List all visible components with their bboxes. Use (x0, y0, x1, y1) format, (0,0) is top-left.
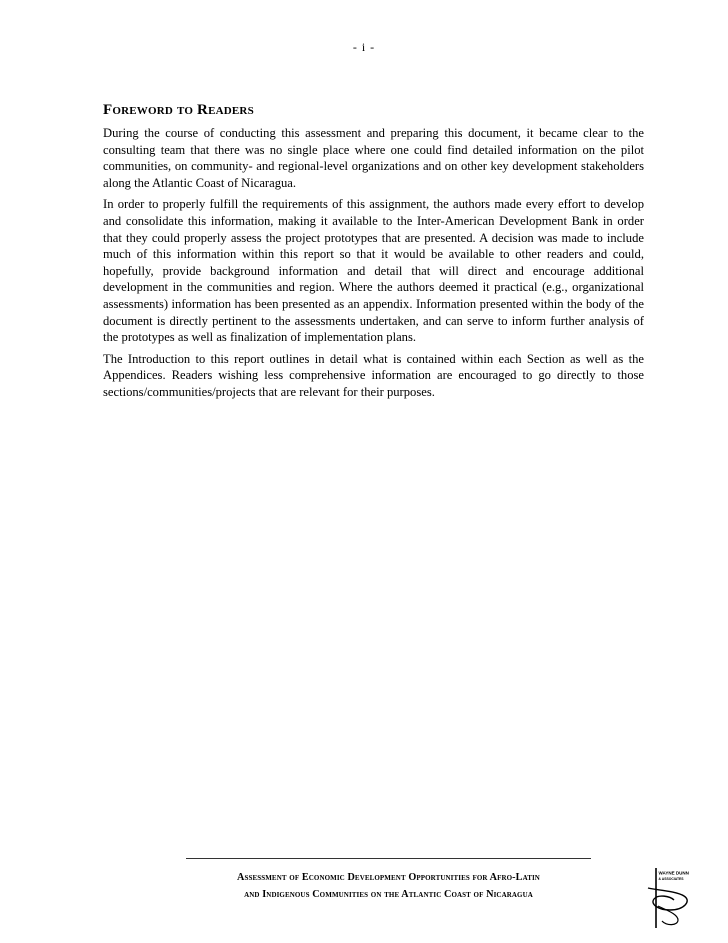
logo-text-line-2: & ASSOCIATES (658, 877, 684, 881)
footer-title-line-1: Assessment of Economic Development Opportunities for Afro-Latin (237, 872, 540, 883)
wayne-dunn-logo-icon (644, 866, 694, 930)
footer-divider (186, 858, 591, 859)
foreword-title: Foreword to Readers (103, 102, 254, 118)
foreword-paragraph-3: The Introduction to this report outlines in detail what is contained within each Section as well as the Appendices. Readers wishing less comprehensive information are encouraged to go directly to those sections/communities/projects that are relevant for their purposes. (103, 351, 644, 399)
logo-text-line-1: WAYNE DUNN (658, 870, 689, 876)
page-number: - i - (352, 40, 376, 54)
document-body (103, 102, 644, 406)
footer-title-line-2: and Indigenous Communities on the Atlantic Coast of Nicaragua (244, 889, 533, 900)
foreword-paragraph-2: In order to properly fulfill the requirements of this assignment, the authors made every effort to develop and consolidate this information, making it available to the Inter-American Development Bank in order that they could properly assess the project prototypes that are presented. A decision was made to include much of this information within this report so that it would be available to other readers and could, hopefully, provide background information and detail that will direct and encourage additional development in the communities and region. Where the authors deemed it practical (e.g., organizational assessments) information has been presented as an appendix. Information presented within the body of the document is directly pertinent to the assessments undertaken, and can serve to inform further analysis of the prototypes as well as finalization of implementation plans. (103, 197, 644, 345)
foreword-paragraph-1: During the course of conducting this assessment and preparing this document, it became clear to the consulting team that there was no single place where one could find detailed information on the pilot communities, on community- and regional-level organizations and on other key development stakeholders along the Atlantic Coast of Nicaragua. (103, 126, 644, 190)
footer-report-title (186, 869, 591, 903)
